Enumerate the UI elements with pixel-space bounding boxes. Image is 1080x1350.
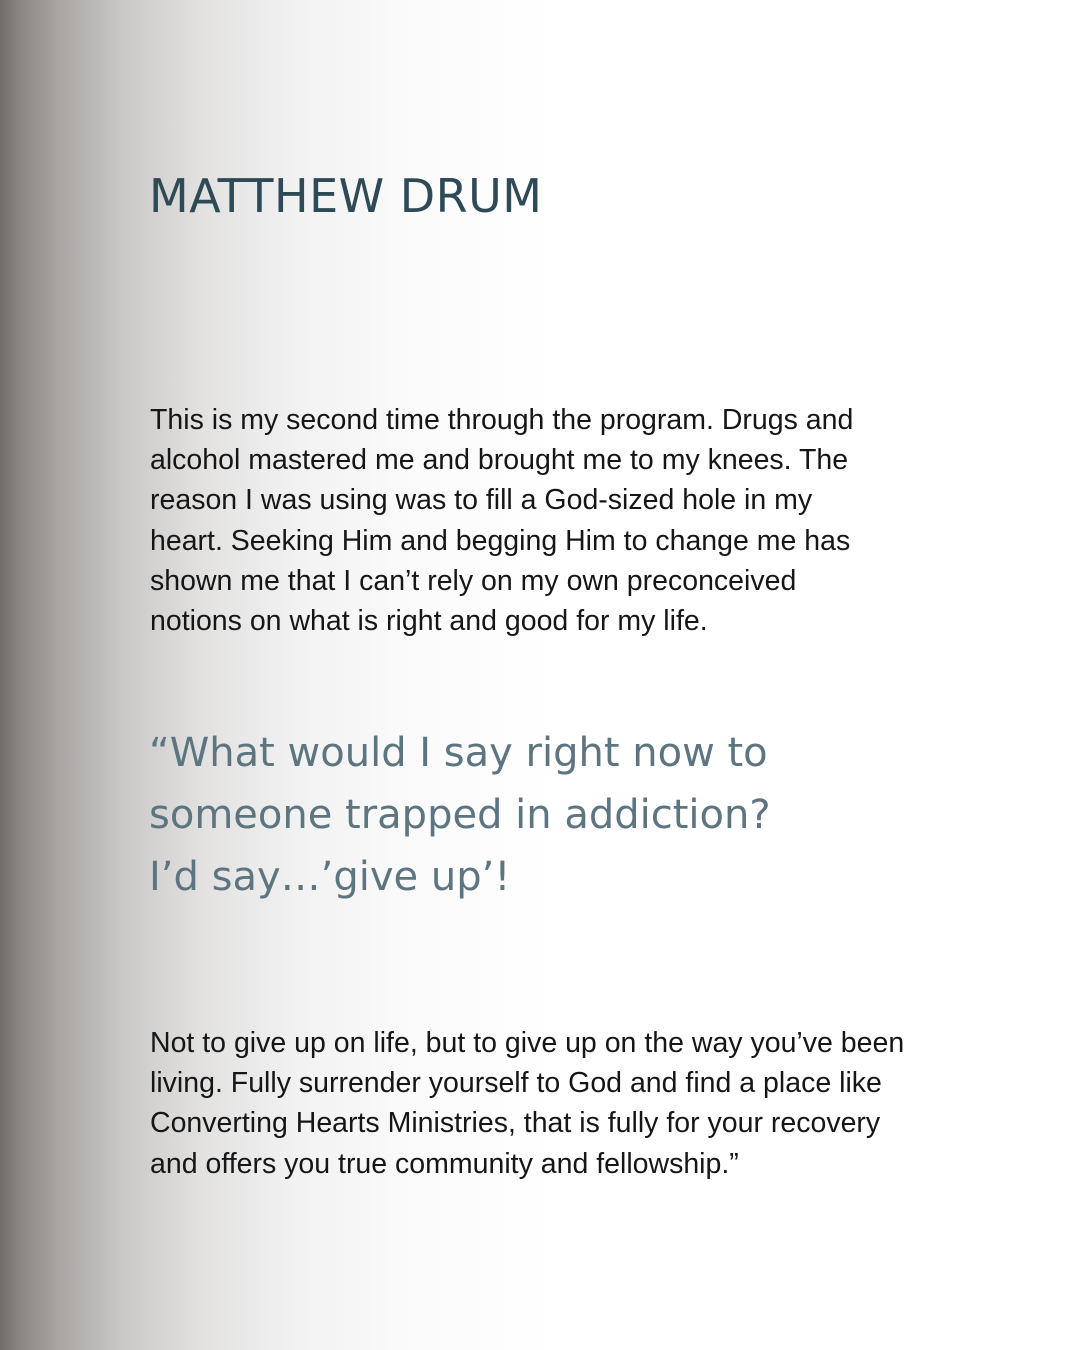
closing-line: living. Fully surrender yourself to God and find a place like [150,1067,882,1100]
intro-line: notions on what is right and good for my life. [150,605,708,638]
closing-line: Not to give up on life, but to give up on the way you’ve been [150,1027,905,1059]
quote-line: “What would I say right now to [149,730,768,776]
intro-line: reason I was using was to fill a God-sized hole in my [150,484,813,517]
pull-quote [149,722,949,908]
closing-line: and offers you true community and fellowship.” [150,1147,739,1180]
person-name: MATTHEW DRUM [149,169,543,223]
quote-line: someone trapped in addiction? [149,792,771,838]
closing-paragraph [150,1023,950,1184]
intro-line: alcohol mastered me and brought me to my knees. The [150,444,849,477]
quote-line: I’d say…’give up’! [149,854,511,900]
intro-line: shown me that I can’t rely on my own preconceived [150,564,797,597]
closing-line: Converting Hearts Ministries, that is fully for your recovery [150,1107,881,1140]
intro-line: This is my second time through the program. Drugs and [150,404,854,436]
intro-line: heart. Seeking Him and begging Him to change me has [150,524,851,557]
intro-paragraph [150,400,930,641]
